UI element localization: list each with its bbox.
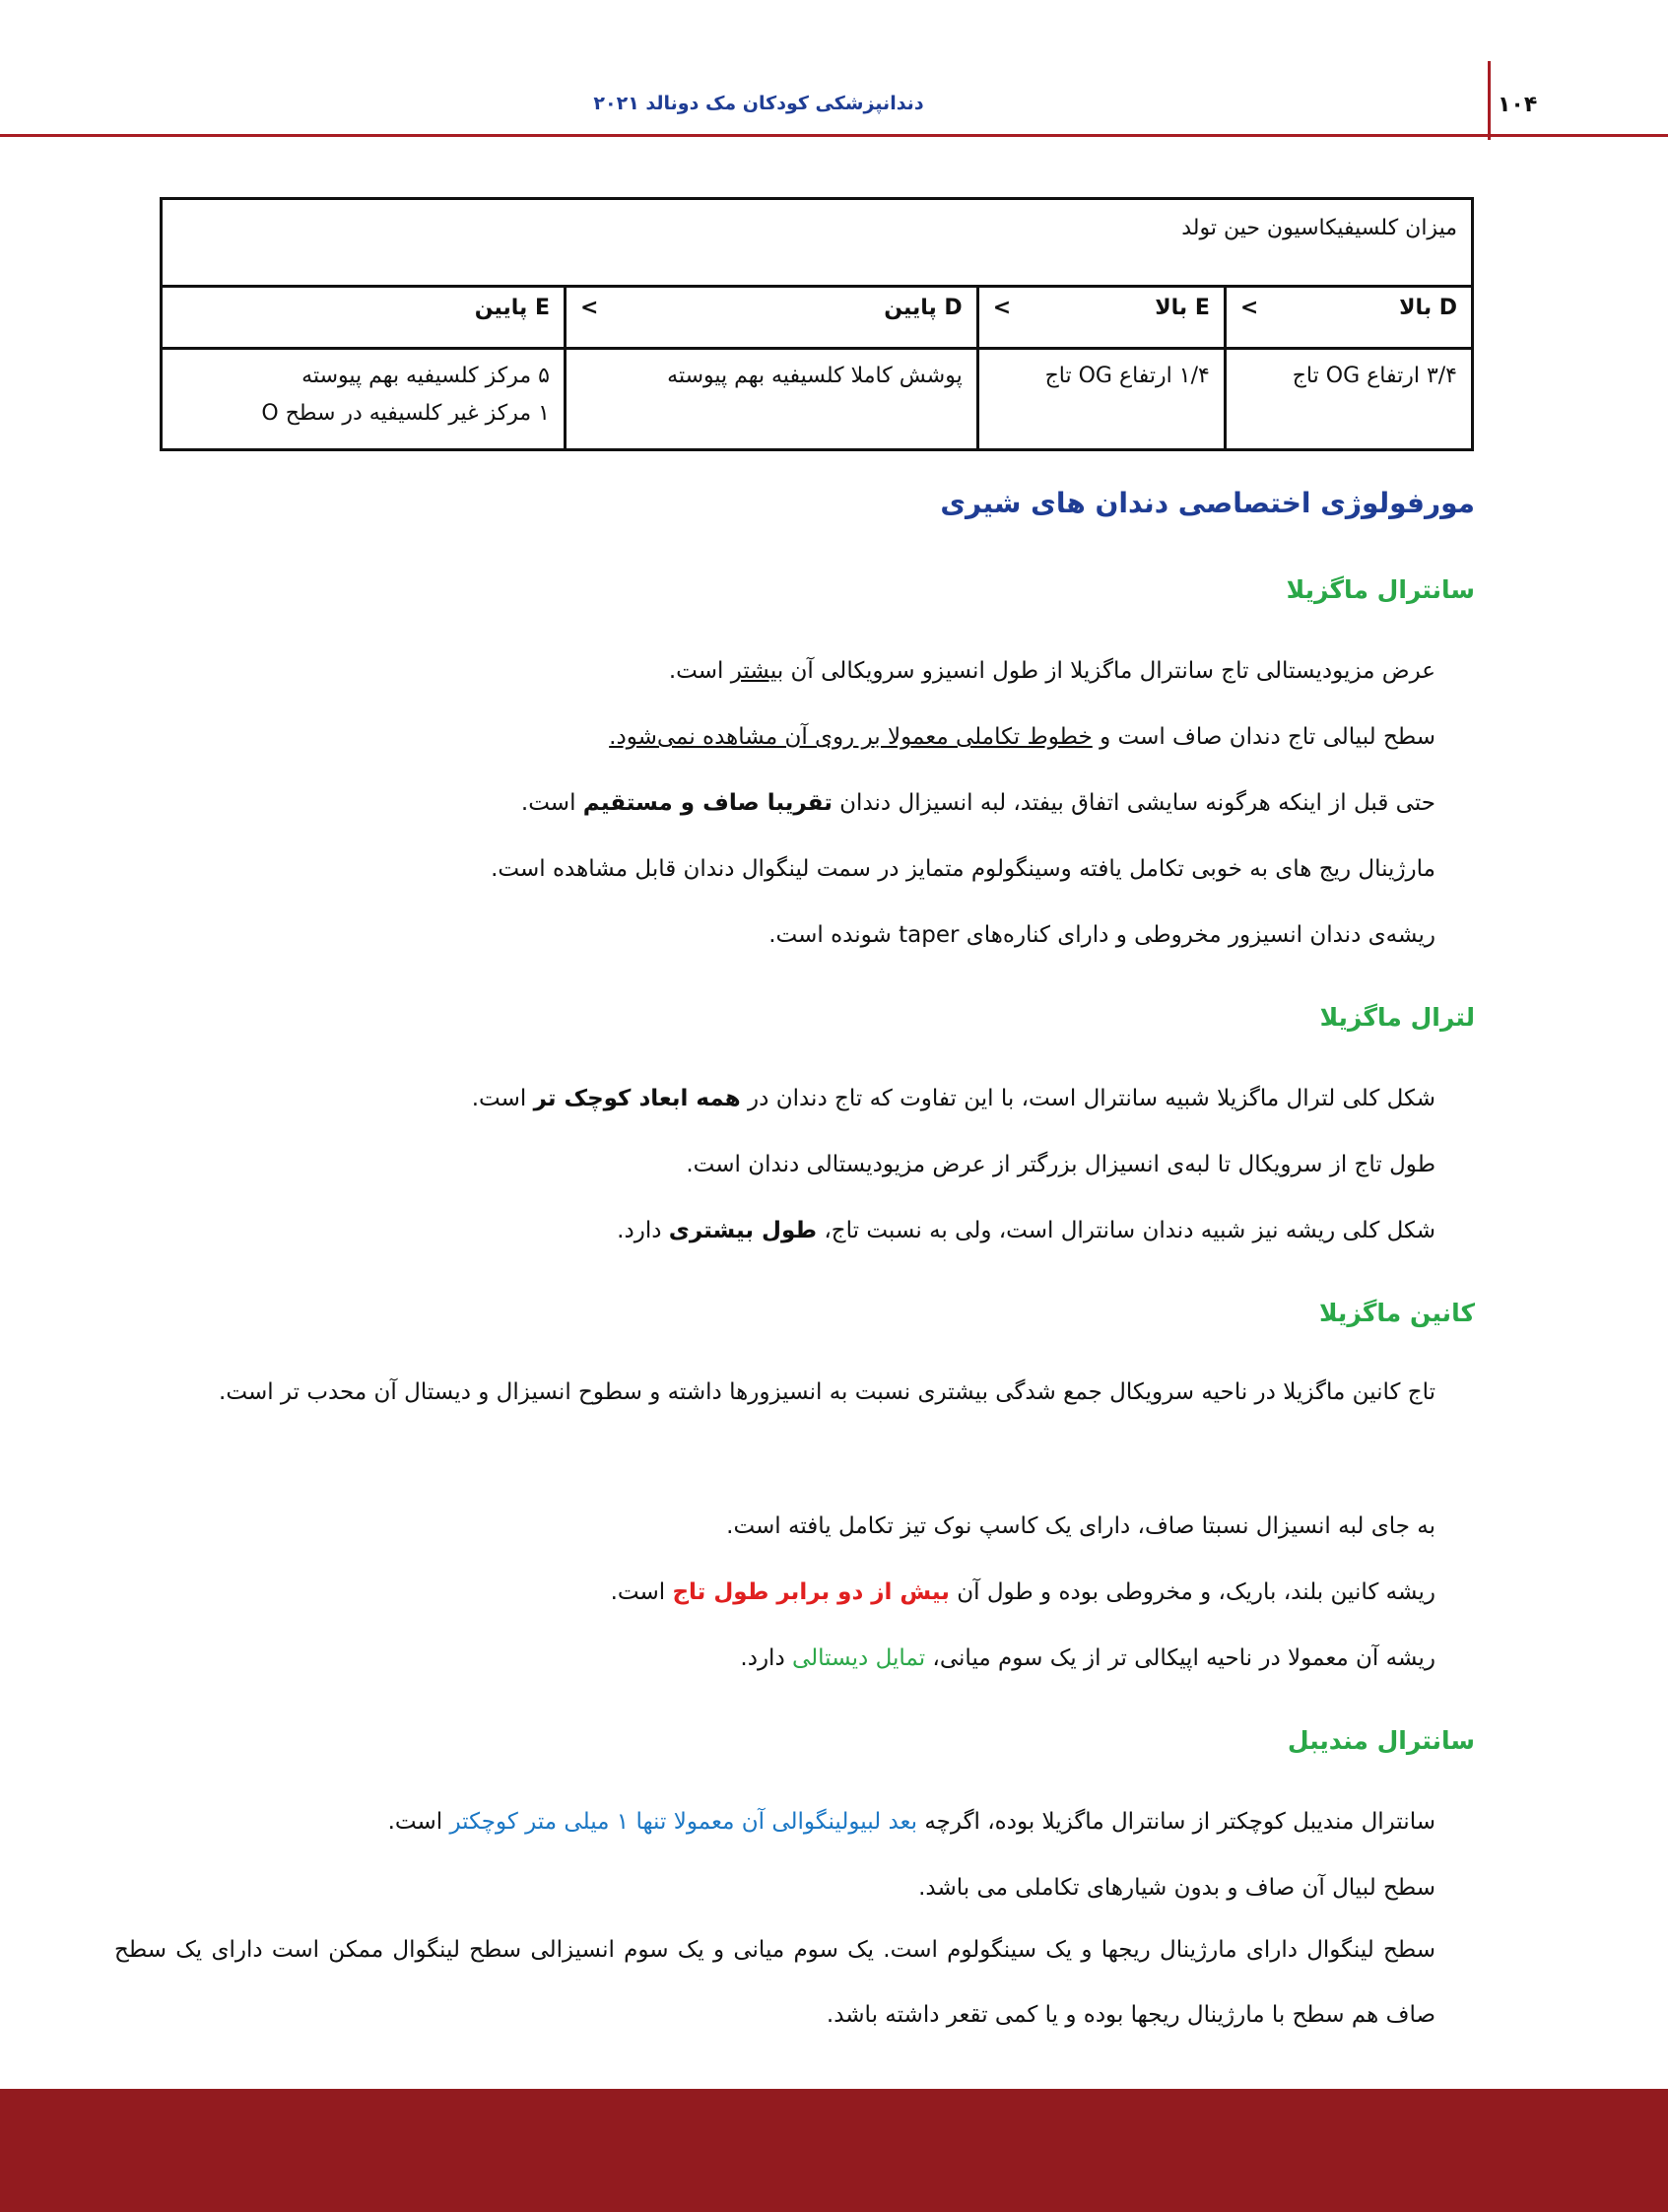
cell-line: ۵ مرکز کلسیفیه بهم پیوسته [301, 364, 550, 388]
compare-e-lower: E پایین [474, 296, 550, 320]
paragraph: سانترال مندیبل کوچکتر از سانترال ماگزیلا بوده، اگرچه بعد لبیولینگوالی آن معمولا تنها ۱ میلی متر کوچکتر است. [387, 1809, 1435, 1835]
table-title: میزان کلسیفیکاسیون حین تولد [162, 199, 1473, 287]
header-divider [1488, 61, 1491, 140]
table-compare-row [162, 287, 1473, 349]
paragraph: ریشه آن معمولا در ناحیه اپیکالی تر از یک سوم میانی، تمایل دیستالی دارد. [740, 1645, 1435, 1671]
book-title: دندانپزشکی کودکان مک دونالد ۲۰۲۱ [593, 93, 924, 114]
paragraph: عرض مزیودیستالی تاج سانترال ماگزیلا از طول انسیزو سرویکالی آن بیشتر است. [668, 658, 1435, 684]
subsection-title: سانترال مندیبل [1287, 1726, 1475, 1755]
subsection-title: لترال ماگزیلا [1319, 1003, 1475, 1032]
header-rule [0, 134, 1668, 137]
calcification-table [160, 197, 1474, 451]
paragraph: تاج کانین ماگزیلا در ناحیه سرویکال جمع شدگی بیشتری نسبت به انسیزورها داشته و سطوح انسیزال و دیستال آن محدب تر است. [219, 1379, 1435, 1405]
table-cell: پوشش کاملا کلسیفیه بهم پیوسته [566, 349, 978, 450]
gt-sign: > [992, 296, 1012, 320]
paragraph: حتی قبل از اینکه هرگونه سایشی اتفاق بیفتد، لبه انسیزال دندان تقریبا صاف و مستقیم است. [520, 790, 1435, 816]
table-desc-row [162, 349, 1473, 450]
paragraph: ریشه کانین بلند، باریک، و مخروطی بوده و طول آن بیش از دو برابر طول تاج است. [610, 1579, 1435, 1605]
compare-d-lower: D پایین [884, 296, 963, 320]
paragraph: سطح لینگوال دارای مارژینال ریجها و یک سینگولوم است. یک سوم میانی و یک سوم انسیزالی سطح لینگوال ممکن است دارای یک سطح صاف هم سطح با مارژینال ریجها بوده و یا کمی تقعر داشته باشد. [114, 1937, 1435, 2028]
footer-band [0, 2089, 1668, 2212]
gt-sign: > [580, 296, 599, 320]
page-number: ۱۰۴ [1498, 93, 1538, 117]
subsection-title: سانترال ماگزیلا [1286, 575, 1475, 604]
cell-line: ۱ مرکز غیر کلسیفیه در سطح O [261, 401, 550, 426]
paragraph: ریشه‌ی دندان انسیزور مخروطی و دارای کناره‌های taper شونده است. [768, 922, 1435, 948]
paragraph: شکل کلی ریشه نیز شبیه دندان سانترال است، ولی به نسبت تاج، طول بیشتری دارد. [617, 1218, 1435, 1243]
table-cell: ۳/۴ ارتفاع OG تاج [1225, 349, 1472, 450]
section-title: مورفولوژی اختصاصی دندان های شیری [940, 487, 1475, 519]
paragraph: به جای لبه انسیزال نسبتا صاف، دارای یک کاسپ نوک تیز تکامل یافته است. [726, 1513, 1435, 1539]
paragraph: مارژینال ریج های به خوبی تکامل یافته وسینگولوم متمایز در سمت لینگوال دندان قابل مشاهده است. [491, 856, 1435, 882]
paragraph: شکل کلی لترال ماگزیلا شبیه سانترال است، با این تفاوت که تاج دندان در همه ابعاد کوچک تر است. [471, 1086, 1435, 1111]
table-cell: ۱/۴ ارتفاع OG تاج [977, 349, 1225, 450]
paragraph: طول تاج از سرویکال تا لبه‌ی انسیزال بزرگتر از عرض مزیودیستالی دندان است. [686, 1152, 1435, 1177]
subsection-title: کانین ماگزیلا [1318, 1299, 1475, 1327]
compare-e-upper: E بالا [1155, 296, 1210, 320]
gt-sign: > [1239, 296, 1259, 320]
paragraph: سطح لبیال آن صاف و بدون شیارهای تکاملی می باشد. [918, 1875, 1435, 1901]
compare-d-upper: D بالا [1399, 296, 1457, 320]
paragraph: سطح لبیالی تاج دندان صاف است و خطوط تکاملی معمولا بر روی آن مشاهده نمی‌شود. [609, 724, 1435, 750]
table-cell [162, 349, 566, 450]
